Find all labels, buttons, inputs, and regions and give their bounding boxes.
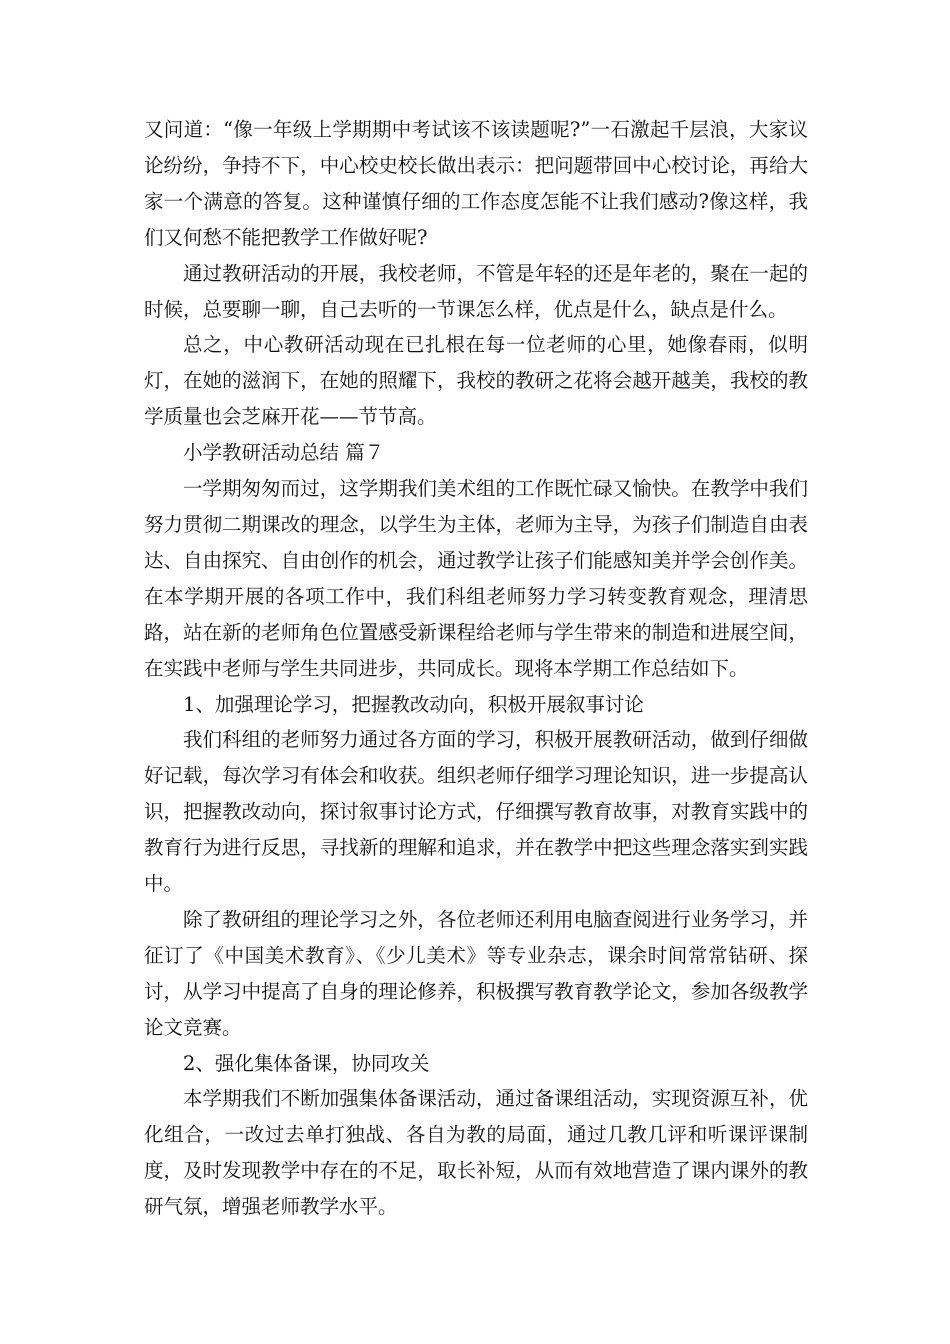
paragraph-theory-study: 我们科组的老师努力通过各方面的学习，积极开展教研活动，做到仔细做好记载，每次学习有体会和收获。组织老师仔细学习理论知识，进一步提高认识，把握教改动向，探讨叙事讨论方式，仔细撰写教育故事，对教育实践中的教育行为进行反思，寻找新的理解和追求，并在教学中把这些理念落实到实践中。 <box>144 728 808 896</box>
paragraph-collective-lesson-prep: 本学期我们不断加强集体备课活动，通过备课组活动，实现资源互补，优化组合，一改过去单打独战、各自为教的局面，通过几教几评和听课评课制度，及时发现教学中存在的不足，取长补短，从而有效地营造了课内课外的教研气氛，增强老师教学水平。 <box>144 1087 808 1219</box>
paragraph-teaching-research-chat: 通过教研活动的开展，我校老师，不管是年轻的还是年老的，聚在一起的时候，总要聊一聊，自己去听的一节课怎么样，优点是什么，缺点是什么。 <box>144 261 808 321</box>
paragraph-self-study: 除了教研组的理论学习之外，各位老师还利用电脑查阅进行业务学习，并征订了《中国美术教育》、《少儿美术》等专业杂志，课余时间常常钻研、探讨，从学习中提高了自身的理论修养，积极撰写教育教学论文，参加各级教学论文竞赛。 <box>144 907 808 1039</box>
paragraph-art-group-intro: 一学期匆匆而过，这学期我们美术组的工作既忙碌又愉快。在教学中我们努力贯彻二期课改的理念，以学生为主体，老师为主导，为孩子们制造自由表达、自由探究、自由创作的机会，通过教学让孩子们能感知美并学会创作美。在本学期开展的各项工作中，我们科组老师努力学习转变教育观念，理清思路，站在新的老师角色位置感受新课程给老师与学生带来的制造和进展空间，在实践中老师与学生共同进步，共同成长。现将本学期工作总结如下。 <box>144 477 808 680</box>
document-body <box>144 112 808 1225</box>
subheading-theory-study: 1、加强理论学习，把握教改动向，积极开展叙事讨论 <box>183 692 644 716</box>
subheading-collective-lesson-prep: 2、强化集体备课，协同攻关 <box>183 1051 430 1075</box>
section-title-part-7: 小学教研活动总结 篇７ <box>183 441 385 465</box>
paragraph-conclusion: 总之，中心教研活动现在已扎根在每一位老师的心里，她像春雨，似明灯，在她的滋润下，在她的照耀下，我校的教研之花将会越开越美，我校的教学质量也会芝麻开花——节节高。 <box>144 333 808 429</box>
paragraph-continuation: 又问道：“像一年级上学期期中考试该不该读题呢?”一石激起千层浪，大家议论纷纷，争持不下，中心校史校长做出表示：把问题带回中心校讨论，再给大家一个满意的答复。这种谨慎仔细的工作态度怎能不让我们感动?像这样，我们又何愁不能把教学工作做好呢? <box>144 118 808 249</box>
